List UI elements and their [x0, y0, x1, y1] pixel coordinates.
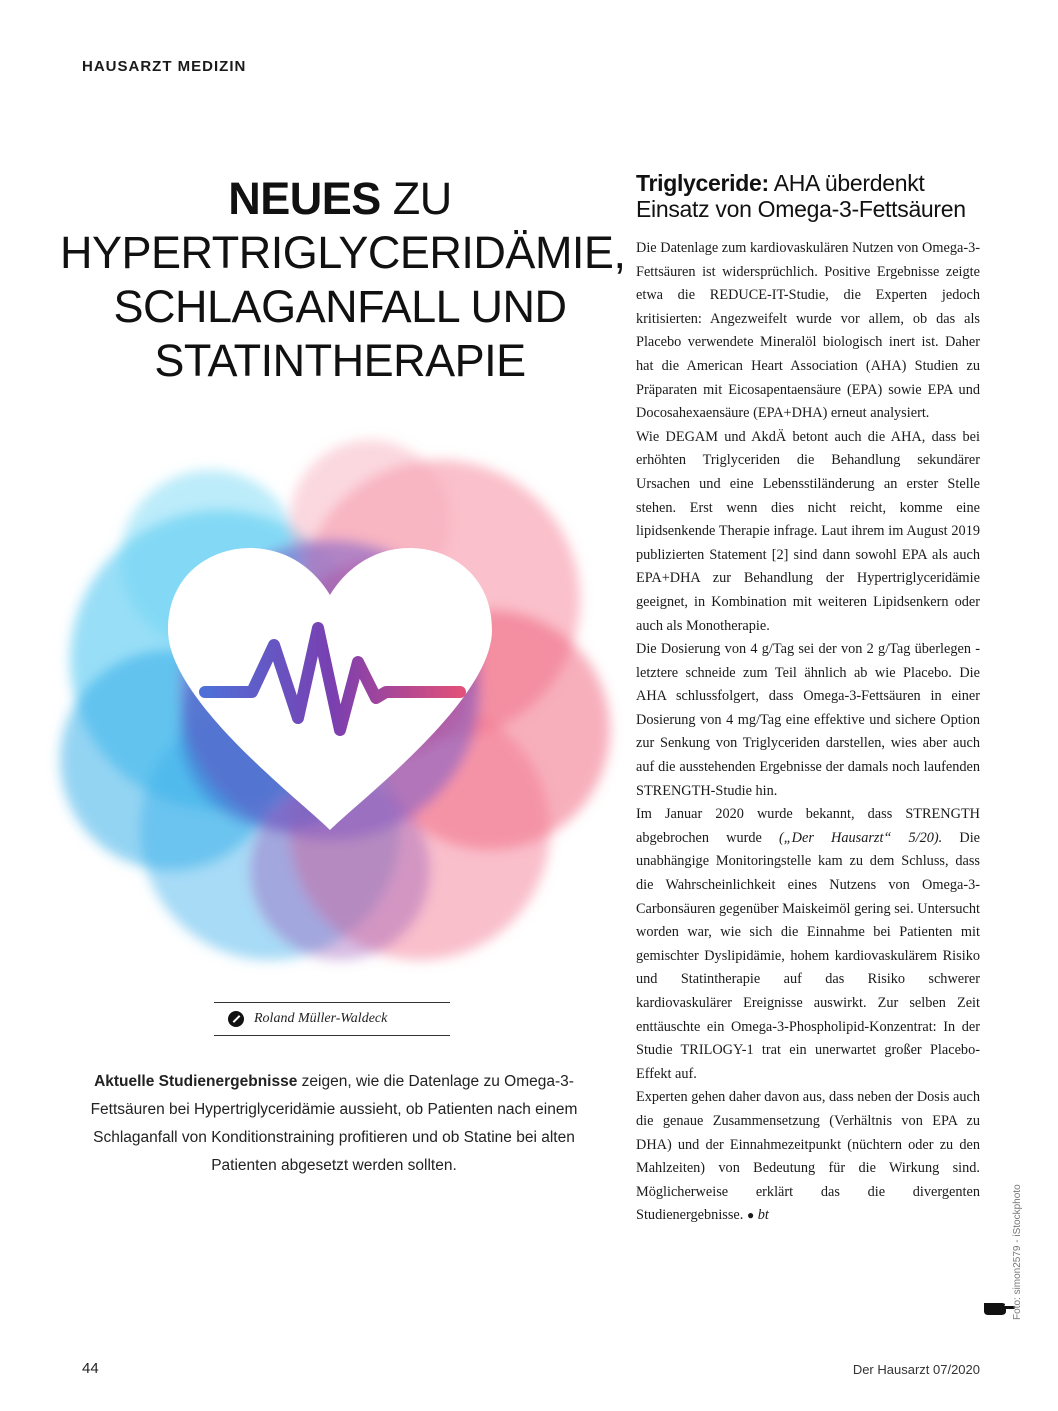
journal-issue: Der Hausarzt 07/2020: [852, 1362, 980, 1377]
headline-rest: ZU: [380, 173, 452, 224]
author-byline: [214, 1002, 450, 1036]
headline-line-2: HYPERTRIGLYCERIDÄMIE,: [60, 227, 626, 278]
article-body: [636, 237, 980, 1228]
page-number: 44: [82, 1360, 99, 1377]
paragraph-4-end: Die unabhängige Monitoringstelle kam zu dem Schluss, dass die Wahrscheinlichkeit eines Nutzens von Omega-3-Carbonsäuren gegenüber Maiskeimöl gering sei. Untersucht worden war, wie sich die Einnahme bei Patienten mit gemischter Dyslipidämie, hohem kardiovaskulärem Risiko und Statintherapie auf das Risiko schwerer kardiovaskulärer Ereignisse auswirkt. Zur selben Zeit enttäuschte ein Omega-3-Phospholipid-Konzentrat: In der Studie TRILOGY-1 trat ein unerwartet großer Placebo-Effekt auf.: [636, 829, 981, 1082]
signature: bt: [757, 1207, 769, 1224]
bullet-icon: ●: [746, 1208, 755, 1223]
paragraph-5-text: Experten gehen daher davon aus, dass neben der Dosis auch die genaue Zusammensetzung (Verhältnis von EPA zu DHA) und der Einnahmezeitpunkt (nüchtern oder zu den Mahlzeiten) von Bedeutung für die Wirkung sind. Möglicherweise erklärt das die divergenten Studienergebnisse.: [636, 1089, 980, 1224]
pointing-hand-icon: [982, 1298, 1016, 1316]
paragraph-1: Die Datenlage zum kardiovaskulären Nutzen von Omega-3-Fettsäuren ist widersprüchlich. Positive Ergebnisse zeigte etwa die REDUCE-IT-Studie, die Experten jedoch kritisierten: Angezweifelt wurde vor allem, ob das als Placebo verwendete Mineralöl biologisch inert ist. Daher hat die American Heart Association (AHA) Studien zu Präparaten mit Eicosapentaensäure (EPA) sowie EPA und Docosahexaensäure (EPA+DHA) erneut analysiert.: [636, 240, 980, 422]
article-title-rest: AHA überdenkt Einsatz von Omega-3-Fettsäuren: [636, 170, 966, 222]
article-title-bold: Triglyceride:: [636, 170, 769, 196]
headline-line-3: SCHLAGANFALL UND: [113, 281, 567, 332]
paragraph-3: Die Dosierung von 4 g/Tag sei der von 2 g/Tag überlegen - letztere schneide zum Teil ähnlich ab wie Placebo. Die AHA schlussfolgert, dass Omega-3-Fettsäuren in einer Dosierung von 4 mg/Tag eine effektive und sichere Option zur Senkung von Triglyceriden darstellen, wies aber auch auf die ausstehenden Ergebnisse der damals noch laufenden STRENGTH-Studie hin.: [636, 641, 980, 799]
headline-line-4: STATINTHERAPIE: [154, 335, 526, 386]
article-column: [636, 170, 980, 1228]
headline-line-1: [60, 172, 620, 226]
lead-bold: Aktuelle Studienergebnisse: [94, 1073, 298, 1090]
paragraph-5: [636, 1086, 980, 1228]
end-mark: [747, 1207, 769, 1223]
headline: [60, 172, 626, 388]
paragraph-4: [636, 803, 980, 1086]
paragraph-2: Wie DEGAM und AkdÄ betont auch die AHA, dass bei erhöhten Triglyceriden die Behandlung sekundärer Ursachen und eine Lebensstiländerung an erster Stelle stehen. Erst wenn dies nicht reicht, komme eine lipidsenkende Therapie infrage. Laut ihrem im August 2019 publizierten Statement [2] sind dann sowohl EPA als auch EPA+DHA zur Behandlung der Hypertriglyceridämie geeignet, in Kombination mit weiteren Lipidsenkern oder auch als Monotherapie.: [636, 428, 980, 634]
article-title: [636, 170, 980, 222]
lead-paragraph: [84, 1068, 584, 1180]
lead-text: zeigen, wie die Datenlage zu Omega-3-Fettsäuren bei Hypertriglyceridämie aussieht, ob Patienten nach einem Schlaganfall von Konditionstraining profitieren und ob Statine bei alten Patienten abgesetzt werden sollten.: [90, 1073, 578, 1174]
photo-credit: Foto: simon2579 - iStockphoto: [1012, 1184, 1023, 1320]
citation: („Der Hausarzt“ 5/20).: [778, 829, 943, 846]
author-name: Roland Müller-Waldeck: [254, 1011, 388, 1026]
heart-illustration: [40, 400, 640, 990]
section-label: HAUSARZT MEDIZIN: [82, 58, 247, 75]
pen-icon: [228, 1011, 244, 1027]
headline-bold: NEUES: [228, 173, 381, 224]
paragraph-4-start: Im Januar 2020 wurde bekannt, dass STRENGTH abgebrochen wurde: [636, 806, 980, 846]
